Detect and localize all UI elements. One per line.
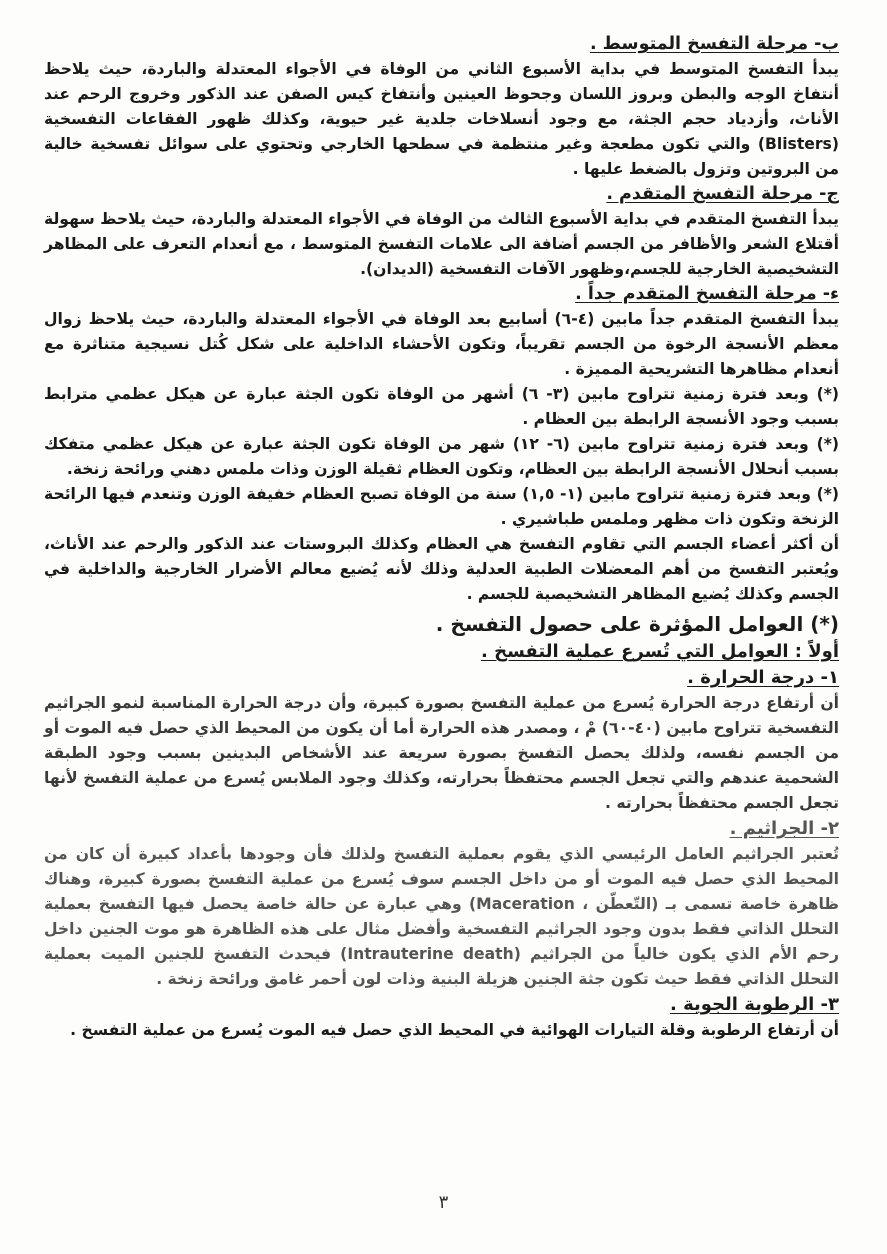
heading-very-advanced-decomposition: ء- مرحلة التفسخ المتقدم جداً . <box>575 284 839 304</box>
paragraph-skeleton-1-1-5-years: (*) وبعد فترة زمنية تتراوح مابين (١- ١,٥) سنة من الوفاة تصبح العظام خفيفة الوزن وتنعدم فيها الرائحة الزنخة وتكون ذات مظهر وملمس طباشيري . <box>44 485 839 528</box>
paragraph-skeleton-6-12-months: (*) وبعد فترة زمنية تتراوح مابين (٦- ١٢) شهر من الوفاة تكون الجثة عبارة عن هيكل عظمي متفكك بسبب أنحلال الأنسجة الرابطة بين العظام، وتكون العظام ثقيلة الوزن وذات ملمس دهني ورائحة زنخة. <box>44 435 840 478</box>
paragraph-resistant-organs: أن أكثر أعضاء الجسم التي تقاوم التفسخ هي العظام وكذلك البروستات عند الذكور والرحم عند الأناث، ويُعتبر التفسخ من أهم المعضلات الطبية العدلية وذلك لأنه يُضيع معالم الأضرار الخارجية والداخلية في الجسم وكذلك يُضيع المظاهر التشخيصية للجسم . <box>44 535 839 603</box>
paragraph-very-advanced-decomposition: يبدأ التفسخ المتقدم جداً مابين (٤-٦) أسابيع بعد الوفاة في الأجواء المعتدلة والباردة، حيث يلاحظ زوال معظم الأنسجة الرخوة من الجسم تقريباً، وتكون الأحشاء الداخلية على شكل كُتل نسيجية متناثرة مع أنعدام مظاهرها التشريحية المميزة . <box>44 310 839 378</box>
paragraph-bacteria: تُعتبر الجراثيم العامل الرئيسي الذي يقوم بعملية التفسخ ولذلك فأن وجودها بأعداد كبيرة أن كان من المحيط الذي حصل فيه الموت أو من داخل الجسم سوف يُسرع من عملية التفسخ بصورة كبيرة، وهناك ظاهرة خاصة تسمى بـ (التّعطّن ، Maceration) وهي عبارة عن حالة خاصة يحصل فيها التفسخ بعملية التحلل الذاتي فقط بدون وجود الجراثيم التفسخية وأفضل مثال على هذه الظاهرة هو موت الجنين داخل رحم الأم الذي يكون خالياً من الجراثيم (Intrauterine death) فيحدث التفسخ للجنين الميت بعملية التحلل الذاتي فقط حيث تكون جثة الجنين هزيلة البنية وذات لون أحمر غامق ورائحة زنخة . <box>44 845 839 988</box>
paragraph-medium-decomposition: يبدأ التفسخ المتوسط في بداية الأسبوع الثاني من الوفاة في الأجواء المعتدلة والباردة، حيث يلاحظ أنتفاخ الوجه والبطن وبروز اللسان وجحوظ العينين وأنتفاخ كيس الصفن عند الذكور وخروج الرحم عند الأناث، وأزدياد حجم الجثة، مع وجود أنسلاخات جلدية غير حيوية، وكذلك ظهور الفقاعات التفسخية (Blisters) والتي تكون مطعجة وغير منتظمة في سطحها الخارجي وتحتوي على سوائل تفسخية خالية من البروتين وتزول بالضغط عليها . <box>44 60 839 178</box>
section-title-factors: (*) العوامل المؤثرة على حصول التفسخ . <box>435 612 839 636</box>
subtitle-temperature: ١- درجة الحرارة . <box>687 667 839 688</box>
page-number: ٣ <box>438 1192 449 1213</box>
paragraph-skeleton-3-6-months: (*) وبعد فترة زمنية تتراوح مابين (٣- ٦) أشهر من الوفاة تكون الجثة عبارة عن هيكل عظمي مترابط بسبب وجود الأنسجة الرابطة بين العظام . <box>44 385 840 428</box>
paragraph-temperature: أن أرتفاع درجة الحرارة يُسرع من عملية التفسخ بصورة كبيرة، وأن درجة الحرارة المناسبة لنمو الجراثيم التفسخية تتراوح مابين (٤٠-٦٠) مْ ، ومصدر هذه الحرارة أما أن يكون من المحيط الذي حصل فيه الموت أو من الجسم نفسه، ولذلك يحصل التفسخ بصورة سريعة عند الأشخاص البدينين بسبب وجود الطبقة الشحمية عندهم والتي تجعل الجسم محتفظاً بحرارته، وكذلك وجود الملابس يُسرع من عملية التفسخ لأنها تجعل الجسم محتفظاً بحرارته . <box>44 694 839 812</box>
heading-medium-decomposition: ب- مرحلة التفسخ المتوسط . <box>589 34 839 54</box>
heading-advanced-decomposition: ج- مرحلة التفسخ المتقدم . <box>606 184 839 204</box>
subtitle-accelerating-factors: أولاً : العوامل التي تُسرع عملية التفسخ . <box>481 641 839 662</box>
paragraph-humidity: أن أرتفاع الرطوبة وقلة التيارات الهوائية في المحيط الذي حصل فيه الموت يُسرع من عملية التفسخ . <box>70 1021 839 1039</box>
subtitle-humidity: ٣- الرطوبة الجوية . <box>669 994 839 1015</box>
subtitle-bacteria: ٢- الجراثيم . <box>729 818 839 839</box>
paragraph-advanced-decomposition: يبدأ التفسخ المتقدم في بداية الأسبوع الثالث من الوفاة في الأجواء المعتدلة والباردة، حيث يلاحظ سهولة أقتلاع الشعر والأظافر من الجسم أضافة الى علامات التفسخ المتوسط ، مع أنعدام التعرف على المظاهر التشخيصية الخارجية للجسم،وظهور الآفات التفسخية (الديدان). <box>44 210 839 278</box>
